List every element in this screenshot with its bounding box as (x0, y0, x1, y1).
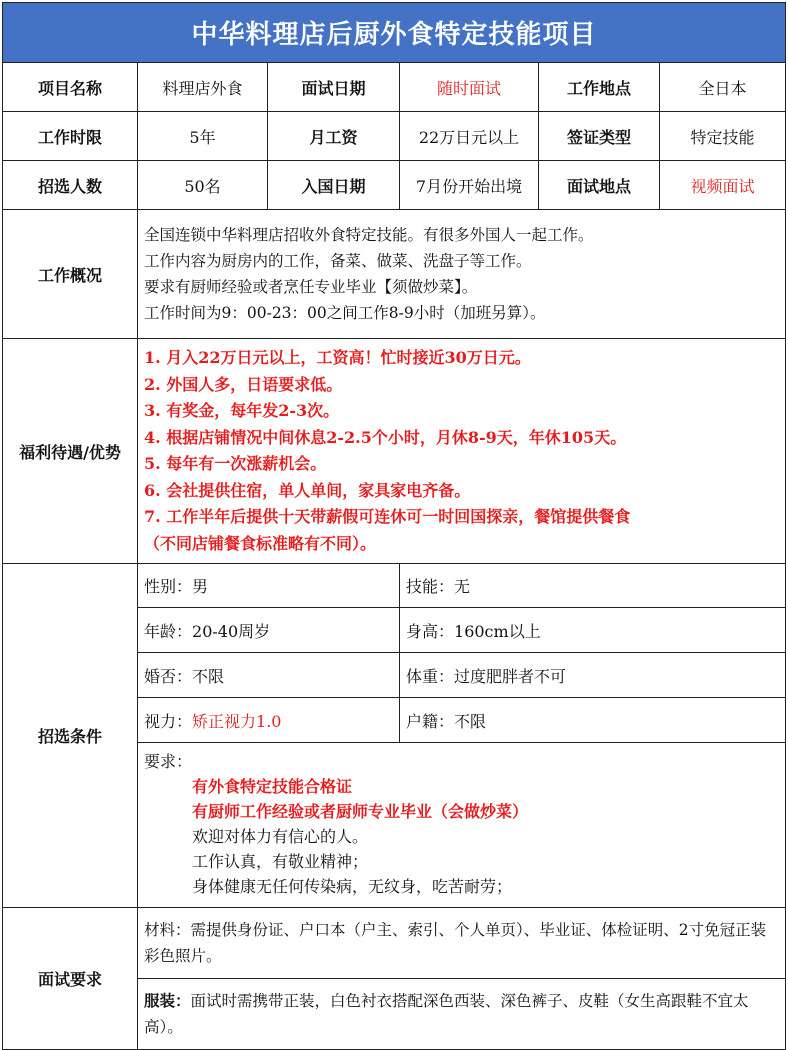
condition-row (3, 564, 786, 608)
condition-key: 性别： (144, 577, 193, 596)
benefit-item: 4. 根据店铺情况中间休息2-2.5个小时，月休8-9天，年休105天。 (144, 427, 627, 447)
condition-key: 技能： (406, 577, 455, 596)
overview-row (3, 210, 786, 339)
entry-date-label: 入国日期 (268, 161, 400, 210)
info-row (3, 63, 786, 112)
requirement-item: 欢迎对体力有信心的人。 (192, 827, 369, 846)
condition-key: 年龄： (144, 621, 193, 641)
requirements-title: 要求： (144, 752, 193, 771)
condition-key: 体重： (406, 666, 455, 686)
interview-label: 面试要求 (3, 908, 138, 1050)
recruitment-table (2, 2, 786, 1050)
benefit-item: 1. 月入22万日元以上，工资高！忙时接近30万日元。 (144, 348, 531, 367)
overview-line: 工作时间为9：00-23：00之间工作8-9小时（加班另算）。 (144, 304, 546, 322)
benefit-item: 6. 会社提供住宿，单人单间，家具家电齐备。 (144, 480, 471, 500)
height-cell (400, 608, 786, 653)
condition-value: 160cm以上 (454, 621, 541, 641)
condition-key: 视力： (144, 711, 193, 731)
overview-line: 要求有厨师经验或者烹任专业毕业【须做炒菜】。 (144, 278, 478, 296)
project-name-value: 料理店外食 (138, 63, 268, 112)
recruitment-sheet (2, 2, 785, 1050)
benefits-label: 福利待遇/优势 (3, 339, 138, 564)
benefit-item: （不同店铺餐食标准略有不同）。 (144, 533, 377, 553)
vision-cell (138, 698, 400, 743)
overview-line: 工作内容为厨房内的工作，备菜、做菜、洗盘子等工作。 (144, 252, 532, 270)
requirement-item: 有厨师工作经验或者厨师专业毕业（会做炒菜） (192, 802, 529, 821)
condition-value: 男 (192, 577, 209, 596)
interview-attire (138, 979, 786, 1050)
visa-type-label: 签证类型 (539, 112, 660, 161)
marital-cell (138, 653, 400, 698)
benefits-row (3, 339, 786, 564)
monthly-salary-label: 月工资 (268, 112, 400, 161)
benefit-item: 7. 工作半年后提供十天带薪假可连休可一时回国探亲，餐馆提供餐食 (144, 507, 631, 526)
requirement-item: 工作认真，有敬业精神； (192, 852, 369, 871)
conditions-label: 招选条件 (3, 564, 138, 908)
benefit-item: 3. 有奖金，每年发2-3次。 (144, 401, 340, 420)
work-term-value: 5年 (138, 112, 268, 161)
interview-row (3, 908, 786, 979)
condition-key: 婚否： (144, 666, 193, 686)
interview-location-value: 视频面试 (660, 161, 786, 210)
interview-materials: 材料：需提供身份证、户口本（户主、索引、个人单页）、毕业证、体检证明、2寸免冠正装彩色照片。 (138, 908, 786, 979)
requirements-content (138, 743, 786, 908)
benefit-item: 5. 每年有一次涨薪机会。 (144, 454, 327, 473)
work-term-label: 工作时限 (3, 112, 138, 161)
benefit-item: 2. 外国人多，日语要求低。 (144, 374, 343, 394)
condition-value: 无 (454, 577, 471, 596)
skill-cell (400, 564, 786, 608)
condition-value: 不限 (192, 666, 225, 686)
hukou-cell (400, 698, 786, 743)
attire-label: 服装： (144, 991, 191, 1010)
condition-value: 矫正视力1.0 (192, 711, 282, 731)
overview-label: 工作概况 (3, 210, 138, 339)
interview-location-label: 面试地点 (539, 161, 660, 210)
headcount-label: 招选人数 (3, 161, 138, 210)
requirement-item: 身体健康无任何传染病，无纹身，吃苦耐劳； (192, 877, 513, 896)
work-location-label: 工作地点 (539, 63, 660, 112)
interview-date-value: 随时面试 (400, 63, 539, 112)
gender-cell (138, 564, 400, 608)
requirement-item: 有外食特定技能合格证 (192, 777, 353, 796)
weight-cell (400, 653, 786, 698)
monthly-salary-value: 22万日元以上 (400, 112, 539, 161)
condition-value: 过度肥胖者不可 (454, 666, 567, 686)
condition-value: 不限 (454, 711, 487, 731)
benefits-content (138, 339, 786, 564)
condition-value: 20-40周岁 (192, 621, 271, 641)
work-location-value: 全日本 (660, 63, 786, 112)
condition-key: 身高： (406, 621, 455, 641)
visa-type-value: 特定技能 (660, 112, 786, 161)
info-row (3, 161, 786, 210)
overview-line: 全国连锁中华料理店招收外食特定技能。有很多外国人一起工作。 (144, 226, 594, 244)
info-row (3, 112, 786, 161)
page-title: 中华料理店后厨外食特定技能项目 (3, 3, 786, 63)
interview-date-label: 面试日期 (268, 63, 400, 112)
attire-text: 面试时需携带正装，白色衬衣搭配深色西装、深色裤子、皮鞋（女生高跟鞋不宜太高）。 (144, 992, 749, 1036)
entry-date-value: 7月份开始出境 (400, 161, 539, 210)
headcount-value: 50名 (138, 161, 268, 210)
age-cell (138, 608, 400, 653)
overview-content (138, 210, 786, 339)
condition-key: 户籍： (406, 711, 455, 731)
project-name-label: 项目名称 (3, 63, 138, 112)
